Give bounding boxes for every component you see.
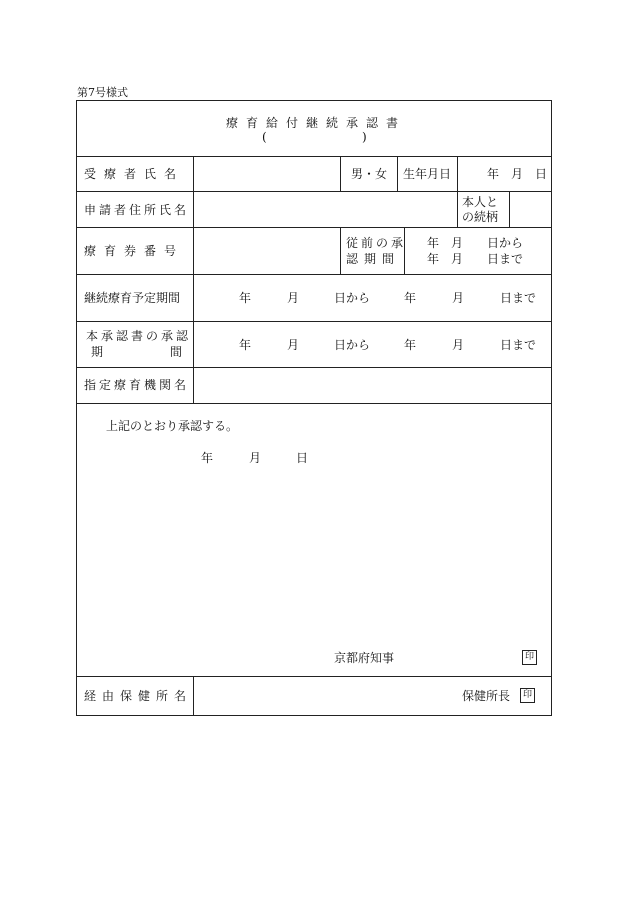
planned-end-year[interactable]: 年 [404,291,417,305]
approval-start-day[interactable]: 日から [334,338,371,352]
relationship-label-line2: の続柄 [462,210,499,224]
relationship-label-line1: 本人と [462,195,499,209]
issue-date-year[interactable]: 年 [201,451,214,465]
dob-field[interactable]: 年 月 日 [487,167,548,181]
approval-statement: 上記のとおり承認する。 [106,419,239,433]
institution-label: 指定療育機関名 [84,378,190,392]
voucher-number-label: 療育券番号 [84,244,185,258]
voucher-number-field[interactable] [195,229,339,272]
approval-end-day[interactable]: 日まで [500,338,537,352]
approval-end-month[interactable]: 月 [452,338,465,352]
director-seal-icon: 印 [520,688,535,703]
health-center-field[interactable] [195,678,455,713]
document-title: 療育給付継続承認書 [226,116,407,130]
issue-date-day[interactable]: 日 [296,451,309,465]
approval-period-label-line1: 本承認書の承認 [86,329,192,343]
recipient-name-label: 受療者氏名 [84,167,185,181]
dob-label: 生年月日 [403,167,452,181]
previous-approval-to[interactable]: 年 月 日まで [427,252,524,266]
approval-end-year[interactable]: 年 [404,338,417,352]
applicant-address-name-label: 申請者住所氏名 [84,203,190,217]
approval-period-label-line2a: 期 [91,345,104,359]
title-paren-open: ( [262,130,267,144]
previous-approval-label-line1: 従前の承 [346,236,407,250]
governor-title: 京都府知事 [334,651,395,665]
health-center-label: 経由保健所名 [84,689,193,703]
planned-start-day[interactable]: 日から [334,291,371,305]
form-number: 第7号様式 [77,86,128,99]
planned-end-month[interactable]: 月 [452,291,465,305]
approval-start-month[interactable]: 月 [287,338,300,352]
gender-selector[interactable]: 男・女 [351,167,388,181]
applicant-address-name-field[interactable] [195,193,455,225]
approval-period-label-line2b: 間 [170,345,183,359]
planned-period-label: 継続療育予定期間 [84,291,181,305]
planned-start-month[interactable]: 月 [287,291,300,305]
issue-date-month[interactable]: 月 [249,451,262,465]
recipient-name-field[interactable] [195,158,339,190]
governor-seal-icon: 印 [522,650,537,665]
planned-end-day[interactable]: 日まで [500,291,537,305]
institution-field[interactable] [195,369,549,401]
approval-start-year[interactable]: 年 [239,338,252,352]
relationship-field[interactable] [511,193,549,225]
previous-approval-from[interactable]: 年 月 日から [427,236,524,250]
health-center-director: 保健所長 [462,689,511,703]
previous-approval-label-line2: 認期間 [346,252,401,266]
planned-start-year[interactable]: 年 [239,291,252,305]
title-paren-close: ) [362,130,367,144]
